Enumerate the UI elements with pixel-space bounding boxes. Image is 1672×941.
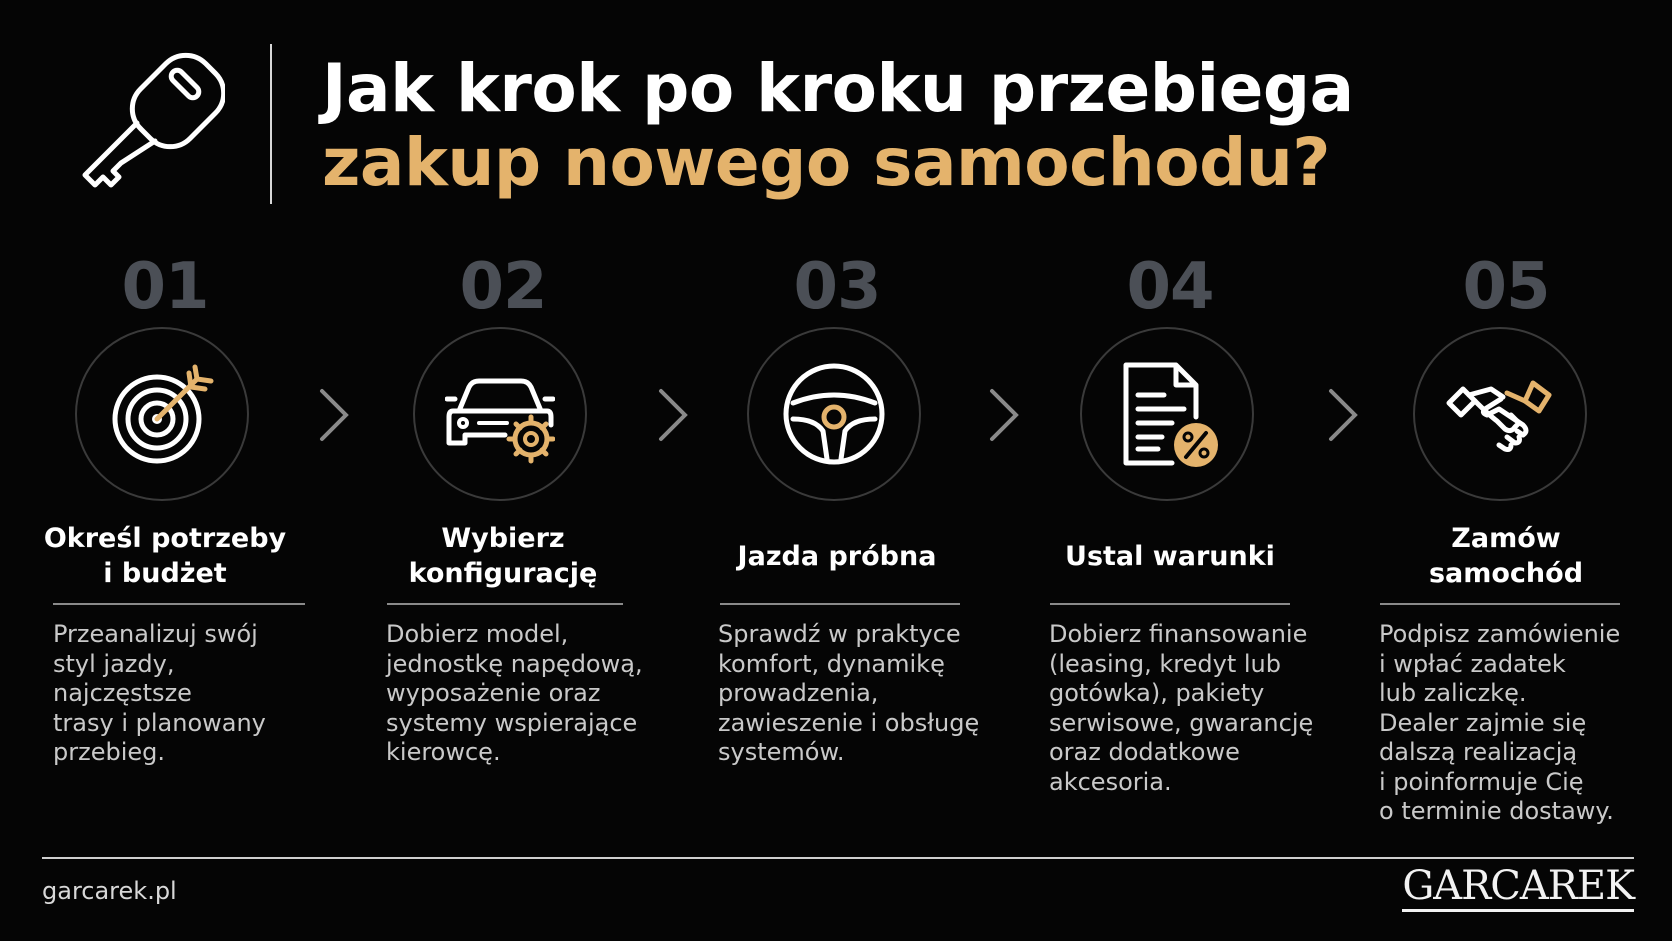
step-number: 03: [793, 250, 881, 324]
step-divider: [53, 603, 305, 605]
step-number: 01: [121, 250, 209, 324]
step-description: Dobierz finansowanie (leasing, kredyt lub gotówka), pakiety serwisowe, gwarancję oraz dodatkowe akcesoria.: [1049, 620, 1314, 796]
step-icon-circle: [75, 327, 249, 501]
step-icon-circle: [413, 327, 587, 501]
step-title: Jazda próbna: [737, 540, 937, 572]
header: [0, 0, 1672, 230]
step-number: 02: [459, 250, 547, 324]
step-number: 04: [1126, 250, 1214, 324]
car-gear-icon: [445, 359, 555, 469]
step-number: 05: [1462, 250, 1550, 324]
chevron-right-icon: [655, 385, 691, 445]
header-divider: [270, 44, 272, 204]
brand-logo: GARCAREK: [1402, 866, 1634, 912]
step-divider: [387, 603, 623, 605]
page-title: [322, 52, 1354, 200]
steering-wheel-icon: [779, 359, 889, 469]
website-link[interactable]: garcarek.pl: [42, 877, 177, 905]
step-divider: [1380, 603, 1620, 605]
step-description: Sprawdź w praktyce komfort, dynamikę prowadzenia, zawieszenie i obsługę systemów.: [718, 620, 980, 766]
step-title: Ustal warunki: [1065, 540, 1275, 572]
document-percent-icon: [1112, 359, 1222, 469]
target-icon: [107, 359, 217, 469]
step-description: Dobierz model, jednostkę napędową, wyposażenie oraz systemy wspierające kierowcę.: [386, 620, 643, 766]
title-line-1: Jak krok po kroku przebiega: [322, 50, 1354, 127]
step-icon-circle: [747, 327, 921, 501]
step-description: Przeanalizuj swój styl jazdy, najczęstsze trasy i planowany przebieg.: [53, 620, 266, 766]
title-line-2: zakup nowego samochodu?: [322, 124, 1331, 201]
step-divider: [1050, 603, 1290, 605]
chevron-right-icon: [986, 385, 1022, 445]
step-description: Podpisz zamówienie i wpłać zadatek lub zaliczkę. Dealer zajmie się dalszą realizacją i poinformuje Cię o terminie dostawy.: [1379, 620, 1621, 825]
step-icon-circle: [1080, 327, 1254, 501]
step-icon-circle: [1413, 327, 1587, 501]
step-title: Określ potrzeby i budżet: [43, 523, 287, 589]
step-divider: [720, 603, 960, 605]
footer-divider: [42, 857, 1634, 859]
handshake-icon: [1445, 359, 1555, 469]
car-key-icon: [65, 45, 225, 205]
step-title: Wybierz konfigurację: [408, 523, 598, 589]
chevron-right-icon: [1325, 385, 1361, 445]
step-title: Zamów samochód: [1428, 523, 1584, 589]
chevron-right-icon: [316, 385, 352, 445]
